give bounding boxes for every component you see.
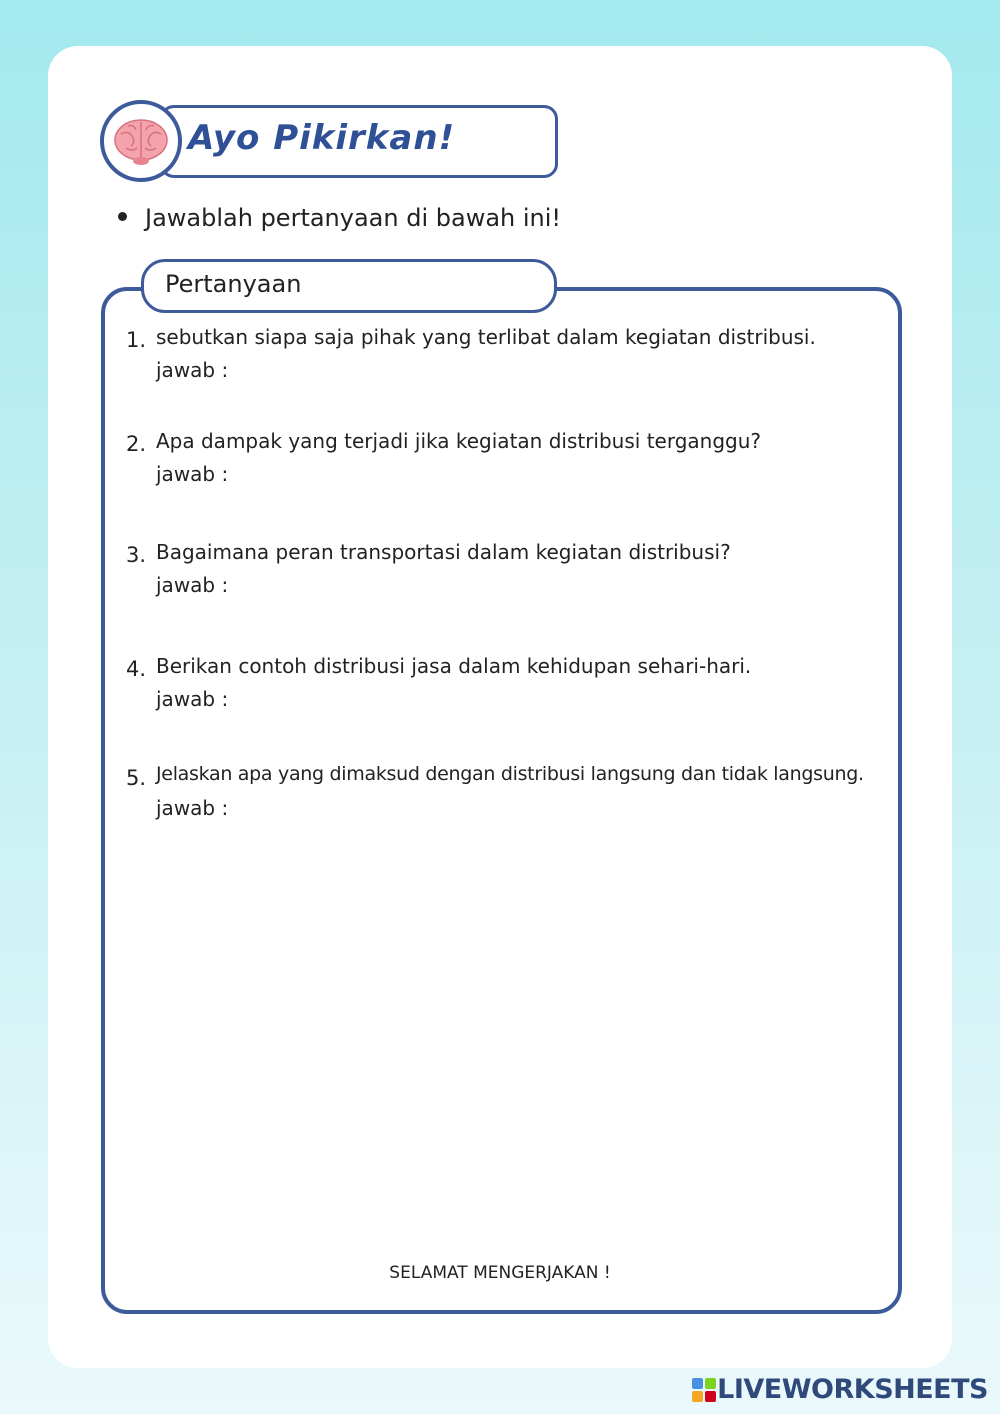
question-text: Bagaimana peran transportasi dalam kegiatan distribusi? — [156, 540, 731, 564]
question-number: 3. — [126, 543, 147, 567]
page-title: Ayo Pikirkan! — [188, 118, 456, 158]
question-text: sebutkan siapa saja pihak yang terlibat dalam kegiatan distribusi. — [156, 325, 816, 349]
question-number: 2. — [126, 432, 147, 456]
liveworksheets-logo-icon — [692, 1378, 716, 1402]
answer-label: jawab : — [156, 687, 229, 711]
title-icon-badge — [100, 100, 182, 182]
instruction-item — [118, 204, 561, 232]
answer-label: jawab : — [156, 573, 229, 597]
question-number: 1. — [126, 328, 147, 352]
question-text: Jelaskan apa yang dimaksud dengan distribusi langsung dan tidak langsung. — [156, 763, 864, 785]
answer-label: jawab : — [156, 462, 229, 486]
answer-label: jawab : — [156, 358, 229, 382]
question-text: Berikan contoh distribusi jasa dalam kehidupan sehari-hari. — [156, 654, 752, 678]
question-number: 4. — [126, 657, 147, 681]
brand-name[interactable]: LIVEWORKSHEETS — [717, 1374, 988, 1405]
question-text: Apa dampak yang terjadi jika kegiatan distribusi terganggu? — [156, 429, 762, 453]
bullet-icon — [118, 212, 127, 221]
answer-label: jawab : — [156, 796, 229, 820]
closing-message: SELAMAT MENGERJAKAN ! — [389, 1263, 611, 1283]
brain-icon — [104, 104, 178, 178]
instruction-text: Jawablah pertanyaan di bawah ini! — [145, 204, 562, 232]
question-number: 5. — [126, 766, 147, 790]
questions-tab-label: Pertanyaan — [165, 270, 302, 298]
